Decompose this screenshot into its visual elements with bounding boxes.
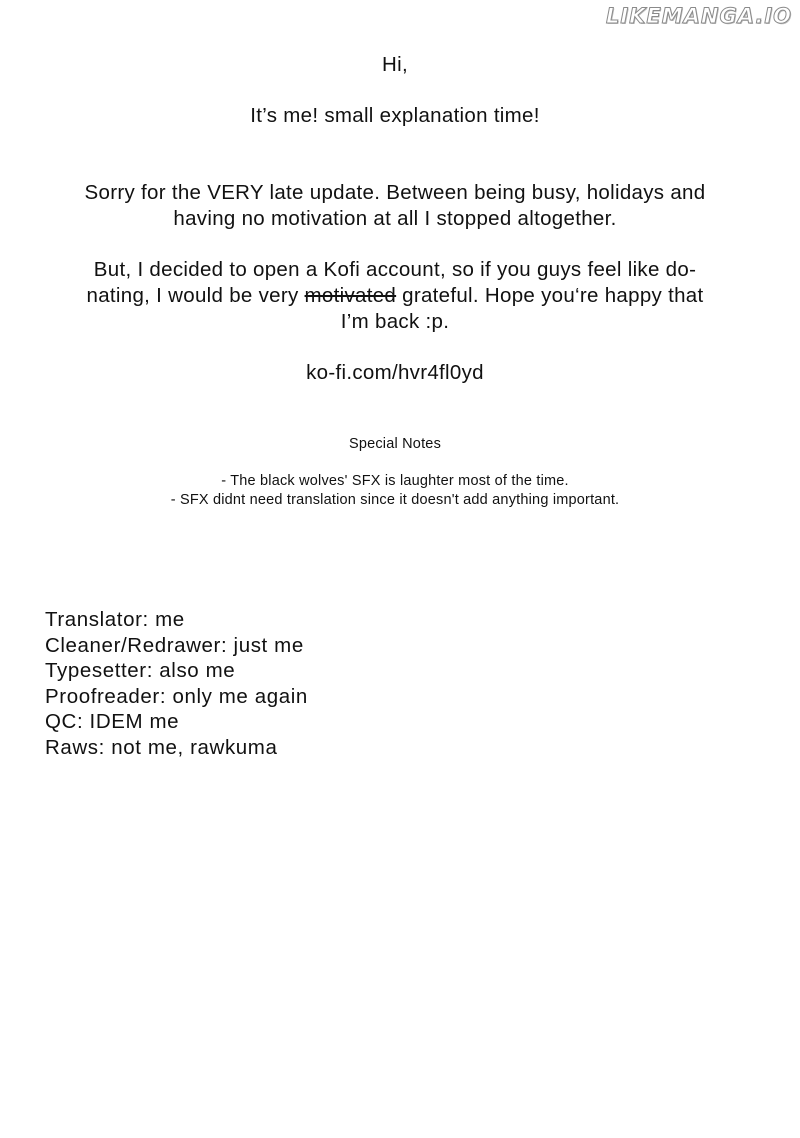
credit-qc: QC: IDEM me [45, 710, 180, 733]
credit-typesetter: Typesetter: also me [45, 659, 236, 682]
line-prefix: nating, I would be very [86, 284, 299, 307]
paragraph-line: having no motivation at all I stopped altogether. [173, 207, 617, 230]
kofi-link[interactable]: ko-fi.com/hvr4fl0yd [306, 361, 484, 384]
paragraph-line: I’m back :p. [340, 310, 450, 333]
update-apology-paragraph [0, 180, 790, 232]
site-watermark: LIKEMANGA.IO [605, 4, 792, 28]
paragraph-line: Sorry for the VERY late update. Between being busy, holidays and [84, 181, 706, 204]
paragraph-line [0, 283, 790, 309]
kofi-announcement-paragraph [0, 257, 790, 335]
special-notes-list [0, 472, 790, 510]
credit-translator: Translator: me [45, 608, 185, 631]
line-suffix: grateful. Hope you‘re happy that [402, 284, 704, 307]
credits-list [45, 607, 308, 760]
credit-raws: Raws: not me, rawkuma [45, 735, 278, 759]
intro-line: It’s me! small explanation time! [250, 104, 540, 127]
special-notes-heading: Special Notes [348, 436, 442, 452]
greeting: Hi, [382, 53, 408, 76]
credit-cleaner: Cleaner/Redrawer: just me [45, 633, 304, 657]
struck-word: motivated [304, 284, 397, 307]
note-item: - The black wolves' SFX is laughter most of the time. [221, 473, 569, 489]
credit-proofreader: Proofreader: only me again [45, 684, 308, 708]
paragraph-line: But, I decided to open a Kofi account, so if you guys feel like do- [93, 258, 697, 281]
note-item: - SFX didnt need translation since it doesn't add anything important. [170, 492, 620, 508]
